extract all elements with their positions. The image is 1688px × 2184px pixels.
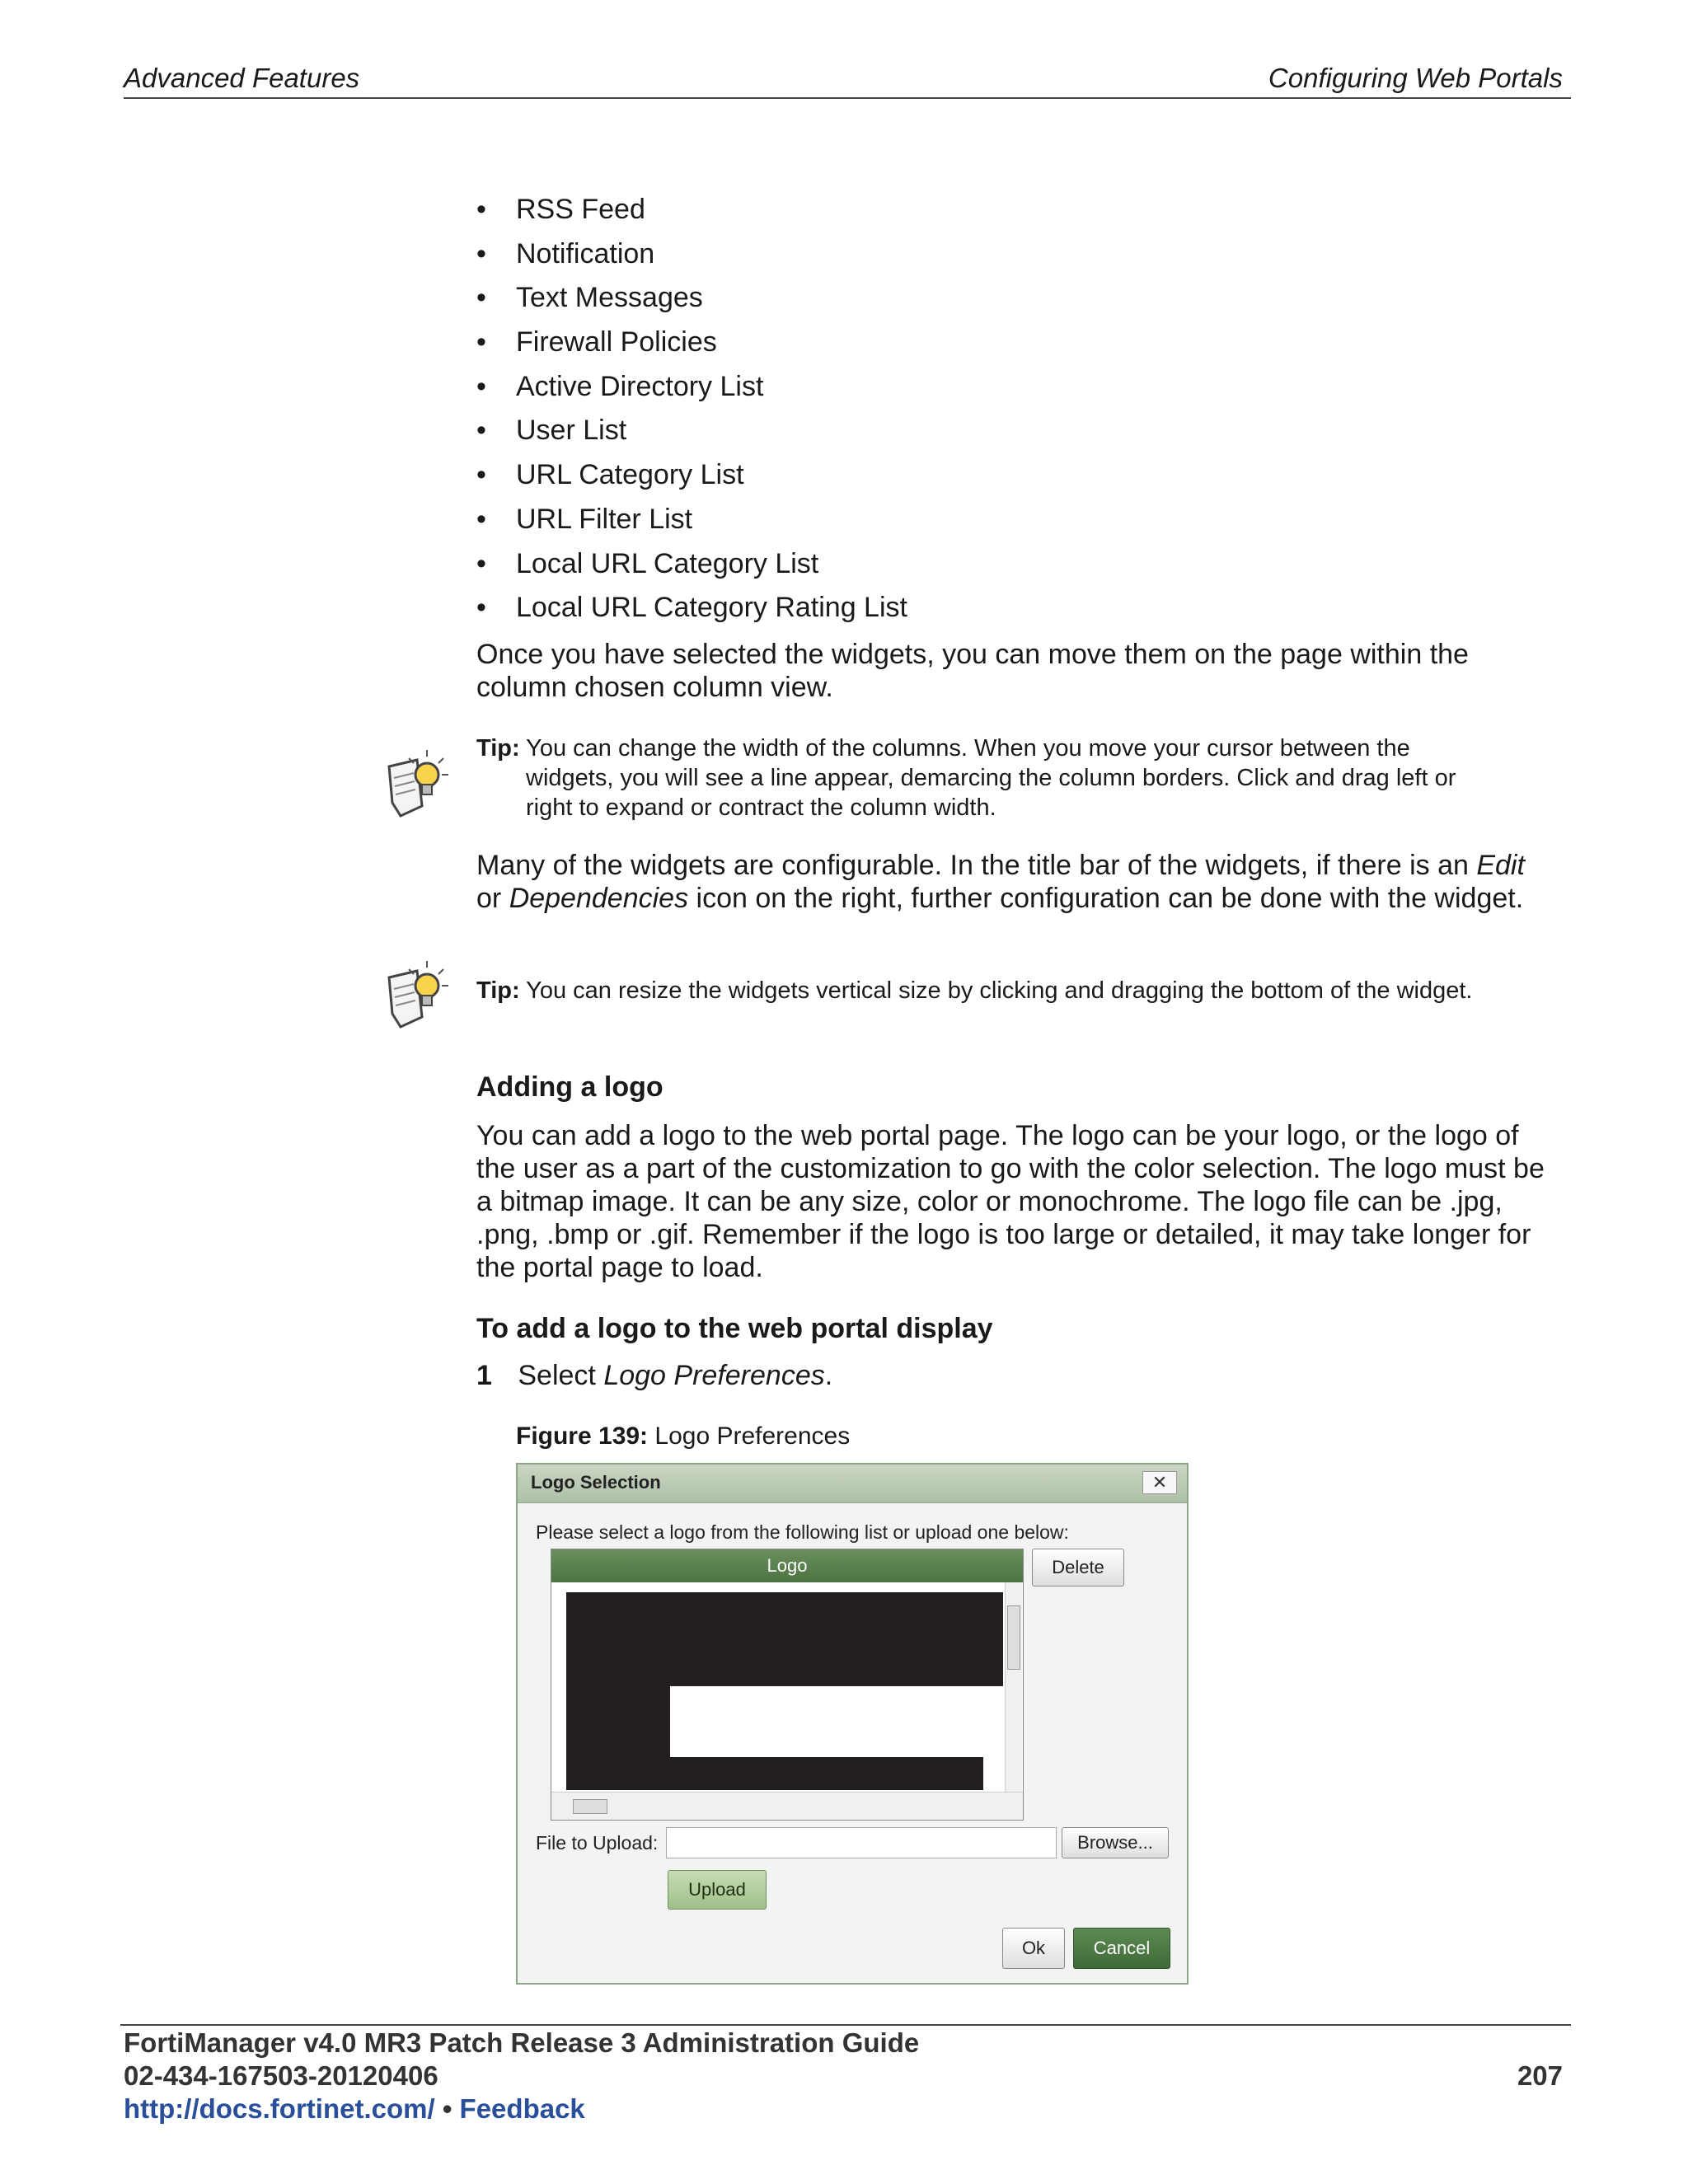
close-button[interactable]: ✕: [1142, 1471, 1177, 1494]
vertical-scrollbar[interactable]: [1005, 1582, 1022, 1792]
paragraph-move-widgets: Once you have selected the widgets, you can move them on the page within the column chosen column view.: [476, 639, 1469, 703]
tip-resize-widgets: [476, 976, 1548, 1005]
footer-rule: [120, 2024, 1571, 2026]
list-item: • Active Directory List: [476, 365, 907, 410]
procedure-heading: To add a logo to the web portal display: [476, 1313, 993, 1344]
logo-selection-dialog: [516, 1463, 1189, 1985]
list-item: • URL Category List: [476, 453, 907, 498]
tip-text-line: widgets, you will see a line appear, demarcing the column borders. Click and drag left or: [526, 765, 1456, 791]
delete-button[interactable]: Delete: [1032, 1549, 1124, 1586]
logo-preview-image[interactable]: [566, 1592, 1003, 1790]
tip-label: Tip:: [476, 735, 520, 762]
logo-list[interactable]: [551, 1549, 1024, 1821]
widget-list: [476, 188, 907, 630]
tip-label: Tip:: [476, 977, 520, 1004]
list-item: • Notification: [476, 232, 907, 277]
running-header-left: Advanced Features: [124, 63, 360, 93]
list-item: • RSS Feed: [476, 188, 907, 232]
dependencies-term: Dependencies: [509, 883, 689, 914]
docs-link[interactable]: http://docs.fortinet.com/: [124, 2093, 435, 2124]
upload-button[interactable]: Upload: [668, 1870, 767, 1910]
tip-lightbulb-icon: [384, 745, 450, 819]
tip-column-width: [476, 733, 1548, 823]
list-item: • Local URL Category List: [476, 542, 907, 587]
page-number: 207: [1517, 2060, 1563, 2091]
file-upload-field[interactable]: [666, 1827, 1057, 1858]
section-heading: Adding a logo: [476, 1071, 663, 1103]
scroll-thumb[interactable]: [573, 1799, 607, 1814]
paragraph-configurable-widgets: Many of the widgets are configurable. In the title bar of the widgets, if there is an Edit or Dependencies icon on the right, further configuration can be done with the widget.: [476, 850, 1525, 914]
tip-text-line: You can change the width of the columns. When you move your cursor between the: [526, 735, 1410, 762]
edit-term: Edit: [1476, 850, 1525, 881]
feedback-link[interactable]: Feedback: [459, 2093, 585, 2124]
ok-button[interactable]: Ok: [1002, 1928, 1065, 1969]
file-upload-label: File to Upload:: [536, 1832, 659, 1854]
tip-text-line: right to expand or contract the column width.: [526, 794, 996, 821]
cancel-button[interactable]: Cancel: [1073, 1928, 1170, 1969]
list-item: • User List: [476, 409, 907, 453]
running-header-right: Configuring Web Portals: [1268, 63, 1563, 93]
scroll-thumb[interactable]: [1007, 1605, 1020, 1670]
browse-button[interactable]: Browse...: [1062, 1827, 1169, 1858]
logo-column-header[interactable]: Logo: [551, 1549, 1023, 1582]
footer-guide-title: FortiManager v4.0 MR3 Patch Release 3 Administration Guide: [124, 2027, 920, 2058]
paragraph-logo-description: You can add a logo to the web portal page. The logo can be your logo, or the logo of the user as a part of the customization to go with the color selection. The logo must be a bitmap image. It can be any size, color or monochrome. The logo file can be .jpg, .png, .bmp or .gif. Remember if the logo is too large or detailed, it may take longer for the portal page to load.: [476, 1120, 1545, 1283]
list-item: • Local URL Category Rating List: [476, 586, 907, 630]
list-item: • URL Filter List: [476, 498, 907, 542]
dialog-prompt: Please select a logo from the following list or upload one below:: [536, 1521, 1069, 1543]
dialog-title: Logo Selection: [531, 1472, 661, 1493]
figure-caption: Figure 139: Logo Preferences: [516, 1422, 851, 1450]
list-item: • Text Messages: [476, 276, 907, 321]
tip-lightbulb-icon: [384, 956, 450, 1030]
horizontal-scrollbar[interactable]: [551, 1792, 1023, 1821]
step-1: 1 Select Logo Preferences.: [476, 1360, 833, 1391]
logo-preferences-term: Logo Preferences: [603, 1360, 825, 1391]
footer-document-id: 02-434-167503-20120406: [124, 2060, 438, 2091]
tip-text-line: You can resize the widgets vertical size by clicking and dragging the bottom of the widget.: [526, 977, 1473, 1004]
dialog-title-bar: [518, 1465, 1187, 1503]
step-number: 1: [476, 1360, 492, 1391]
footer-links: http://docs.fortinet.com/ • Feedback: [124, 2093, 585, 2124]
list-item: • Firewall Policies: [476, 321, 907, 365]
header-rule: [124, 97, 1571, 99]
